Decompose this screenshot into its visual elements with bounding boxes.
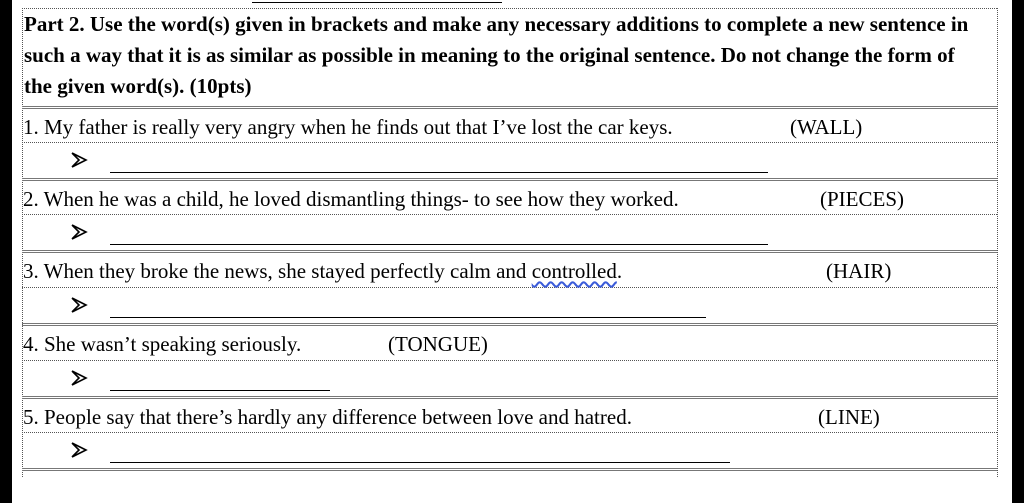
arrowhead-bullet-icon (70, 151, 88, 169)
answer-blank-1[interactable] (110, 172, 768, 173)
table-rule (22, 432, 997, 433)
question-3-spellcheck-word: controlled (531, 259, 617, 283)
table-rule (22, 360, 997, 361)
table-rule (22, 142, 997, 143)
answer-row-3 (12, 293, 1012, 323)
table-rule (22, 287, 997, 288)
question-5-keyword: (LINE) (818, 405, 880, 429)
table-rule (22, 468, 997, 471)
part-title: Part 2. Use the word(s) given in brackets and make any necessary additions to complete a new sentence in such a way that it is as similar as possible in meaning to the original sentence. Do not change the form of the given word(s). (10pts) (24, 12, 969, 98)
question-2-keyword: (PIECES) (820, 187, 904, 211)
table-rule (22, 178, 997, 181)
question-4-keyword: (TONGUE) (388, 332, 488, 356)
question-5: 5. People say that there’s hardly any difference between love and hatred. (23, 405, 632, 429)
question-2: 2. When he was a child, he loved dismantling things- to see how they worked. (23, 187, 679, 211)
arrowhead-bullet-icon (70, 296, 88, 314)
worksheet-page (12, 0, 1012, 503)
answer-row-2 (12, 220, 1012, 250)
question-1-keyword: (WALL) (790, 115, 863, 139)
arrowhead-bullet-icon (70, 369, 88, 387)
question-3 (23, 258, 622, 284)
arrowhead-bullet-icon (70, 441, 88, 459)
table-rule (22, 106, 997, 109)
answer-row-4 (12, 366, 1012, 396)
table-rule (22, 214, 997, 215)
question-3-text: 3. When they broke the news, she stayed perfectly calm and (23, 259, 532, 283)
table-rule (22, 396, 997, 399)
question-3-keyword: (HAIR) (826, 259, 892, 283)
question-3-text-end: . (616, 259, 623, 283)
answer-row-1 (12, 148, 1012, 178)
answer-blank-2[interactable] (110, 244, 768, 245)
answer-blank-3[interactable] (110, 317, 706, 318)
table-rule (22, 323, 997, 326)
answer-row-5 (12, 438, 1012, 468)
question-4: 4. She wasn’t speaking seriously. (23, 332, 302, 356)
answer-blank-5[interactable] (110, 462, 730, 463)
table-rule (22, 250, 997, 253)
arrowhead-bullet-icon (70, 223, 88, 241)
answer-blank-4[interactable] (110, 390, 330, 391)
question-1: 1. My father is really very angry when he finds out that I’ve lost the car keys. (23, 115, 673, 139)
top-rule (252, 2, 502, 3)
